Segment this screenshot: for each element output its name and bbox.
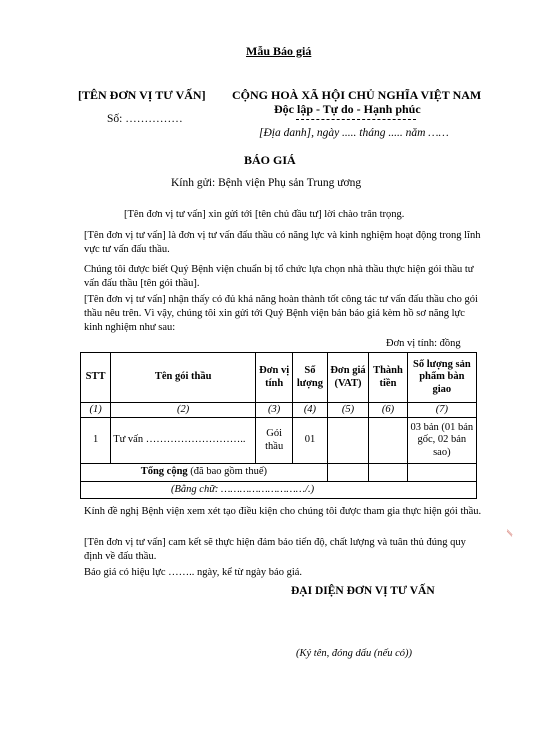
total-note: (đã bao gồm thuế) — [190, 466, 267, 478]
signer-title: ĐẠI DIỆN ĐƠN VỊ TƯ VẤN — [291, 585, 435, 597]
index-cell: (1) — [81, 403, 111, 418]
total-amount-cell — [369, 464, 407, 482]
quotation-table — [80, 352, 477, 499]
recipient-line: Kính gửi: Bệnh viện Phụ sản Trung ương — [171, 177, 362, 189]
header-package-name: Tên gói thầu — [111, 353, 256, 403]
intro-paragraph: [Tên đơn vị tư vấn] là đơn vị tư vấn đấu thầu có năng lực và kinh nghiệm hoạt động trong lĩnh vực tư vấn đấu thầu. — [84, 230, 481, 255]
closing-request: Kính đề nghị Bệnh viện xem xét tạo điều kiện cho chúng tôi được tham gia thực hiện gói thầu. — [84, 506, 482, 517]
index-cell: (7) — [407, 403, 476, 418]
total-deliverables-cell — [407, 464, 476, 482]
total-price-cell — [327, 464, 369, 482]
total-row — [81, 464, 477, 482]
unit-note: Đơn vị tính: đồng — [386, 338, 461, 349]
total-label: Tổng cộng — [140, 466, 188, 478]
capability-paragraph: [Tên đơn vị tư vấn] nhận thấy có đủ khả năng hoàn thành tốt công tác tư vấn đấu thầu cho gói thầu nêu trên. Vì vậy, chúng tôi xin gửi tới Quý Bệnh viện bản báo giá kèm hồ sơ năng lực kinh nghiệm như sau: — [84, 294, 478, 333]
header-quantity: Số lượng — [293, 353, 327, 403]
header-amount: Thành tiền — [369, 353, 407, 403]
row-stt: 1 — [81, 418, 111, 464]
row-unit: Gói thầu — [256, 418, 293, 464]
republic-heading: CỘNG HOÀ XÃ HỘI CHỦ NGHĨA VIỆT NAM — [232, 88, 482, 102]
index-cell: (4) — [293, 403, 327, 418]
motto-underline — [296, 119, 416, 120]
table-header-row — [81, 353, 477, 403]
header-unit-price: Đơn giá (VAT) — [327, 353, 369, 403]
closing-commitment: [Tên đơn vị tư vấn] cam kết sẽ thực hiện đảm bảo tiến độ, chất lượng và tuân thủ đúng quy định về đấu thầu. — [84, 537, 466, 562]
org-name: [TÊN ĐƠN VỊ TƯ VẤN] — [78, 88, 206, 102]
index-cell: (6) — [369, 403, 407, 418]
index-cell: (2) — [111, 403, 256, 418]
index-cell: (5) — [327, 403, 369, 418]
table-index-row — [81, 403, 477, 418]
header-unit: Đơn vị tính — [256, 353, 293, 403]
header-deliverables: Số lượng sản phẩm bàn giao — [407, 353, 476, 403]
document-title: BÁO GIÁ — [244, 153, 296, 167]
form-title: Mẫu Báo giá — [246, 44, 312, 58]
closing-validity: Báo giá có hiệu lực …….. ngày, kể từ ngày báo giá. — [84, 567, 303, 578]
margin-stamp-mark: ⁄⁄ — [504, 530, 515, 536]
row-package-name: Tư vấn ……………………….. — [111, 418, 256, 464]
document-number: Số: …………… — [107, 113, 183, 125]
in-words-row — [81, 482, 477, 499]
total-label-cell — [81, 464, 328, 482]
row-deliverables: 03 bản (01 bản gốc, 02 bản sao) — [407, 418, 476, 464]
greeting-paragraph: [Tên đơn vị tư vấn] xin gửi tới [tên chủ đầu tư] lời chào trân trọng. — [124, 209, 405, 220]
place-date: [Địa danh], ngày ..... tháng ..... năm …… — [259, 127, 449, 139]
amount-in-words: (Bằng chữ: ………………………/.) — [81, 482, 477, 499]
table-row — [81, 418, 477, 464]
index-cell: (3) — [256, 403, 293, 418]
row-unit-price — [327, 418, 369, 464]
header-stt: STT — [81, 353, 111, 403]
motto: Độc lập - Tự do - Hạnh phúc — [274, 102, 421, 116]
row-amount — [369, 418, 407, 464]
signer-note: (Ký tên, đóng dấu (nếu có)) — [296, 648, 413, 659]
awareness-paragraph: Chúng tôi được biết Quý Bệnh viện chuẩn bị tổ chức lựa chọn nhà thầu thực hiện gói thầu tư vấn đấu thầu [tên gói thầu]. — [84, 264, 474, 289]
row-quantity: 01 — [293, 418, 327, 464]
